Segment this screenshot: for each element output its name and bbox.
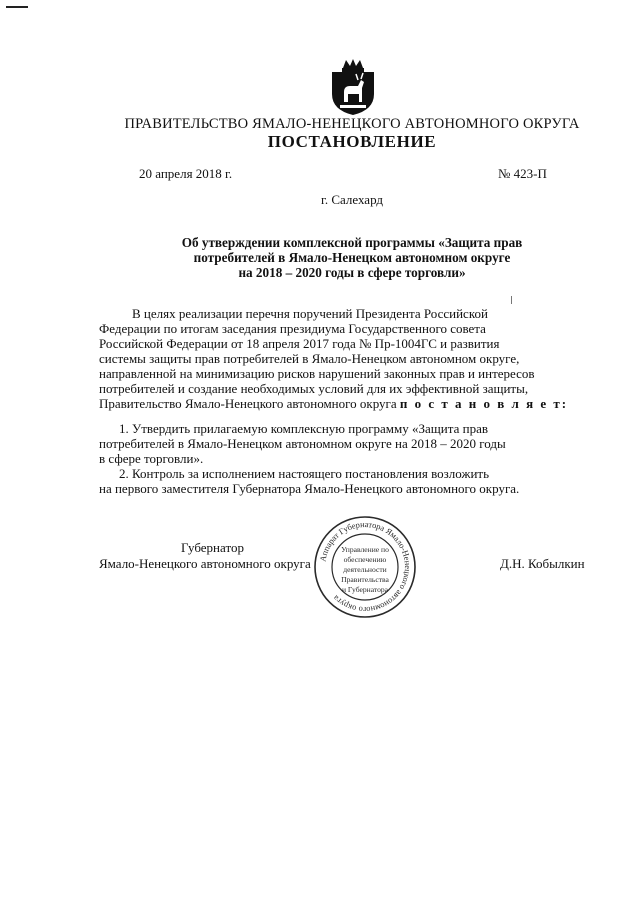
seal-center-line: обеспечению — [343, 555, 387, 564]
title-line: Об утверждении комплексной программы «Защита прав — [181, 235, 523, 250]
text-line: на первого заместителя Губернатора Ямало-Ненецкого автономного округа. — [99, 481, 520, 496]
signer-name: Д.Н. Кобылкин — [500, 556, 585, 571]
seal-ring-text: Аппарат Губернатора Ямало-Ненецкого автономного округа — [318, 519, 413, 615]
scan-mark — [511, 296, 512, 304]
text-line: потребителей и создание необходимых условий для их эффективной защиты, — [99, 381, 529, 396]
seal-center-line: деятельности — [343, 565, 387, 574]
document-number: № 423-П — [498, 166, 547, 181]
text-fragment: Правительство Ямало-Ненецкого автономного округа — [99, 396, 397, 411]
text-line: Российской Федерации от 18 апреля 2017 года № Пр-1004ГС и развития — [99, 336, 500, 351]
text-line — [99, 396, 573, 411]
decree-word: п о с т а н о в л я е т: — [399, 396, 569, 411]
title-line: на 2018 – 2020 годы в сфере торговли» — [238, 265, 466, 280]
text-line: 2. Контроль за исполнением настоящего постановления возложить — [119, 466, 490, 481]
seal-center-line: Правительства — [341, 575, 389, 584]
text-line: в сфере торговли». — [99, 451, 204, 466]
title-line: потребителей в Ямало-Ненецком автономном округе — [193, 250, 511, 265]
seal-center-line: Управление по — [341, 545, 389, 554]
text-line: В целях реализации перечня поручений Президента Российской — [132, 306, 488, 321]
signer-title-line: Ямало-Ненецкого автономного округа — [99, 556, 311, 571]
text-line: потребителей в Ямало-Ненецком автономном округе на 2018 – 2020 годы — [99, 436, 506, 451]
text-line: Федерации по итогам заседания президиума Государственного совета — [99, 321, 486, 336]
text-line: системы защиты прав потребителей в Ямало-Ненецком автономном округе, — [99, 351, 520, 366]
document-city: г. Салехард — [320, 192, 384, 207]
coat-of-arms-icon — [328, 58, 378, 116]
government-name: ПРАВИТЕЛЬСТВО ЯМАЛО-НЕНЕЦКОГО АВТОНОМНОГО ОКРУГА — [124, 116, 580, 132]
document-type: ПОСТАНОВЛЕНИЕ — [267, 132, 437, 151]
item-2-paragraph — [99, 466, 573, 496]
seal-center-line: и Губернатора — [341, 585, 389, 594]
text-line: направленной на минимизацию рисков нарушений законных прав и интересов — [99, 366, 535, 381]
signer-title-line: Губернатор — [181, 540, 244, 555]
item-1-paragraph — [99, 421, 573, 466]
official-seal — [313, 515, 417, 619]
preamble-paragraph — [99, 306, 573, 411]
signer-title — [99, 540, 344, 572]
scan-corner-mark — [6, 6, 28, 8]
document-title — [120, 235, 584, 280]
document-date: 20 апреля 2018 г. — [139, 166, 233, 181]
text-line: 1. Утвердить прилагаемую комплексную программу «Защита прав — [119, 421, 488, 436]
